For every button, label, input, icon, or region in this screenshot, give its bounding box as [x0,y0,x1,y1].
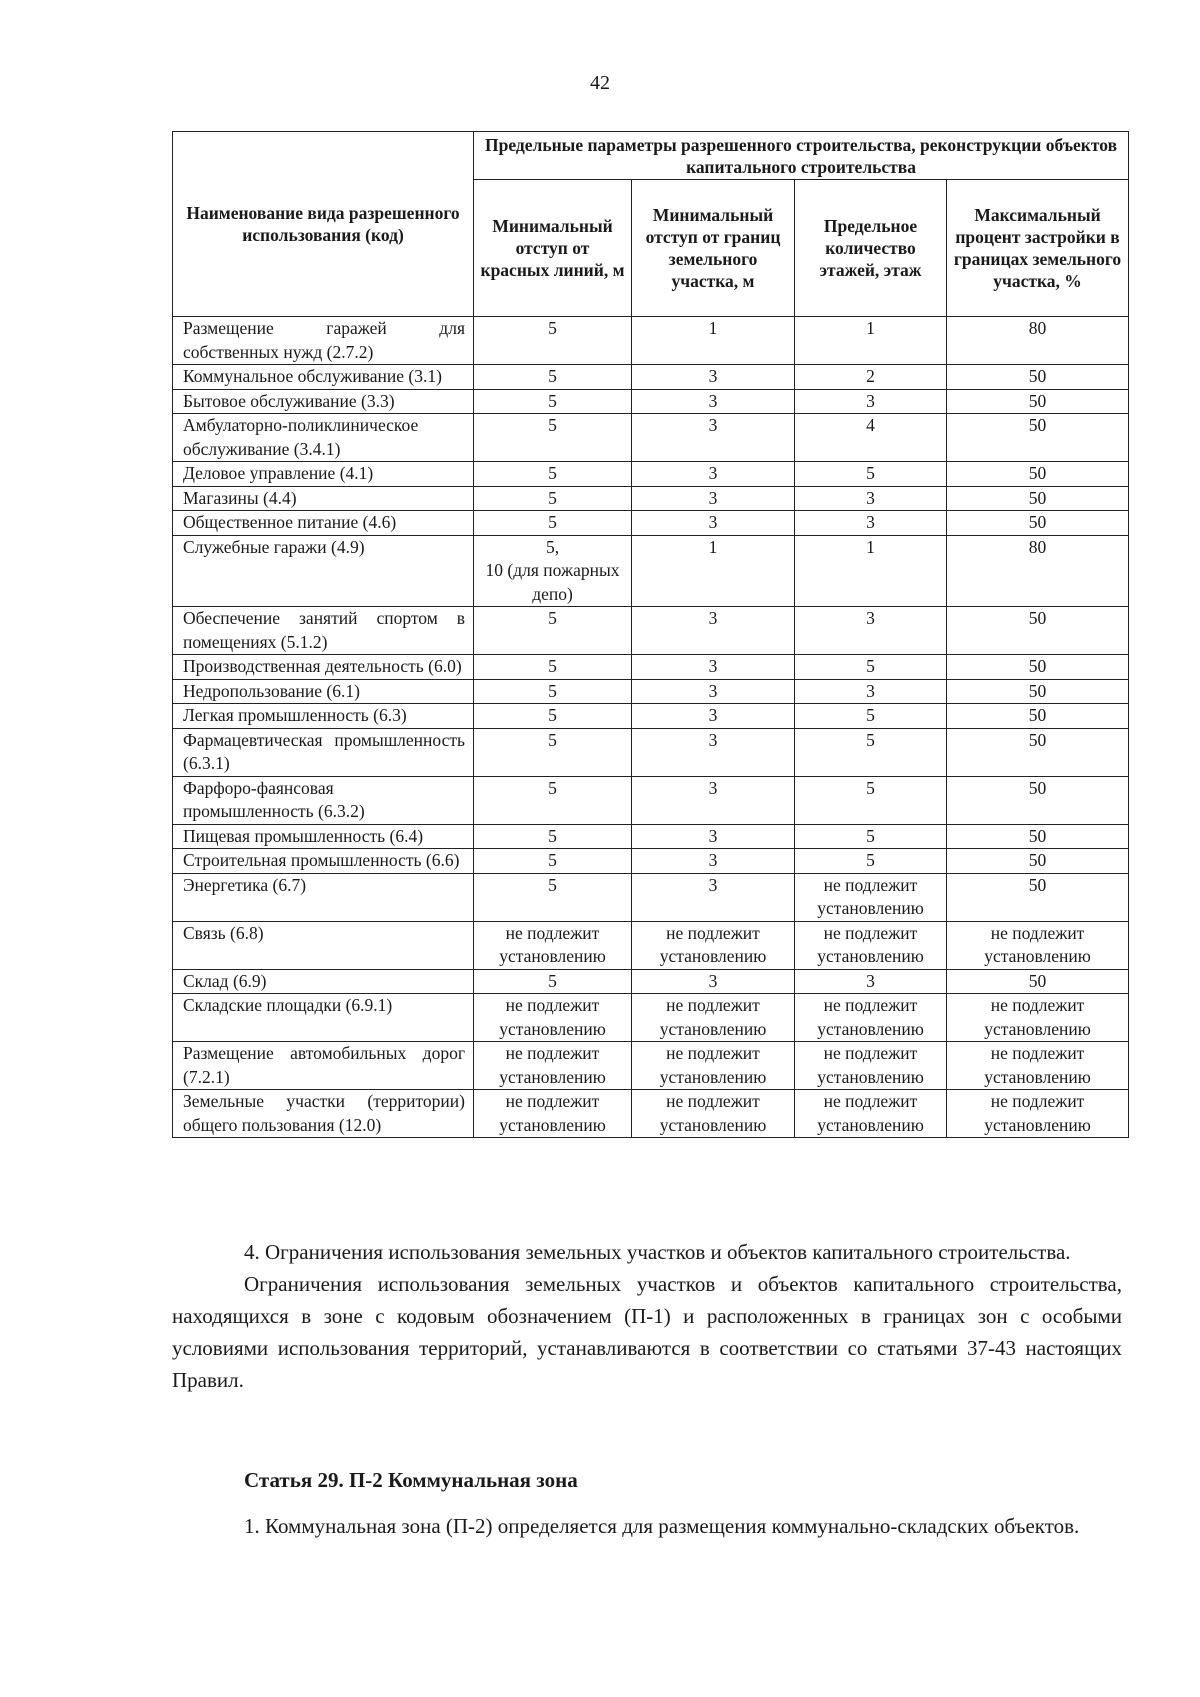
floors-cell: 4 [795,414,947,462]
plot-bounds-cell: 3 [632,414,795,462]
floors-cell: 3 [795,607,947,655]
coverage-cell: 80 [947,535,1129,607]
red-lines-cell: 5 [474,607,632,655]
table-row [173,728,1129,776]
floors-cell: 3 [795,486,947,511]
plot-bounds-cell: 3 [632,704,795,729]
table-row [173,679,1129,704]
floors-cell: не подлежит установлению [795,921,947,969]
coverage-cell: 50 [947,679,1129,704]
coverage-cell: не подлежит установлению [947,994,1129,1042]
plot-bounds-cell: 3 [632,849,795,874]
paragraph-restrictions-title: 4. Ограничения использования земельных участков и объектов капитального строительства. [244,1240,1071,1264]
coverage-cell: 50 [947,776,1129,824]
floors-cell: 5 [795,655,947,680]
row-name-cell: Энергетика (6.7) [173,873,474,921]
row-name-cell: Пищевая промышленность (6.4) [173,824,474,849]
red-lines-cell: 5 [474,317,632,365]
floors-cell: 5 [795,776,947,824]
row-name-cell: Строительная промышленность (6.6) [173,849,474,874]
red-lines-cell: 5 [474,704,632,729]
table-body [173,317,1129,1138]
row-name-cell: Производственная деятельность (6.0) [173,655,474,680]
coverage-cell: 50 [947,486,1129,511]
floors-cell: 1 [795,535,947,607]
plot-bounds-cell: 1 [632,317,795,365]
plot-bounds-cell: не подлежит установлению [632,1042,795,1090]
plot-bounds-cell: не подлежит установлению [632,1090,795,1138]
coverage-cell: 50 [947,873,1129,921]
plot-bounds-cell: 3 [632,389,795,414]
floors-cell: 1 [795,317,947,365]
row-name-cell: Общественное питание (4.6) [173,511,474,536]
row-name-cell: Амбулаторно-поликлиническое обслуживание (3.4.1) [173,414,474,462]
floors-cell: не подлежит установлению [795,1042,947,1090]
row-name-cell: Фарфоро-фаянсовая промышленность (6.3.2) [173,776,474,824]
red-lines-cell: 5 [474,679,632,704]
coverage-cell: 50 [947,824,1129,849]
table-row [173,873,1129,921]
plot-bounds-cell: 3 [632,969,795,994]
table-row [173,921,1129,969]
plot-bounds-cell: 3 [632,511,795,536]
floors-cell: 3 [795,969,947,994]
coverage-cell: 50 [947,728,1129,776]
floors-cell: 5 [795,849,947,874]
coverage-cell: 50 [947,969,1129,994]
coverage-cell: 50 [947,655,1129,680]
coverage-cell: 50 [947,389,1129,414]
table-row [173,607,1129,655]
red-lines-cell: не подлежит установлению [474,1042,632,1090]
plot-bounds-cell: 3 [632,776,795,824]
coverage-cell: 50 [947,849,1129,874]
table-row [173,511,1129,536]
table-row [173,414,1129,462]
plot-bounds-cell: 3 [632,728,795,776]
plot-bounds-cell: 3 [632,486,795,511]
page-number: 42 [590,72,610,94]
table-row [173,535,1129,607]
coverage-cell: не подлежит установлению [947,921,1129,969]
red-lines-cell: 5 [474,849,632,874]
red-lines-cell: 5 [474,511,632,536]
paragraph-restrictions-body: Ограничения использования земельных участков и объектов капитального строительства, находящихся в зоне с кодовым обозначением (П-1) и расположенных в границах зон с особыми условиями использования территорий, устанавливаются в соответствии со статьями 37-43 настоящих Правил. [172,1272,1122,1392]
row-name-cell: Магазины (4.4) [173,486,474,511]
paragraph-communal-zone: 1. Коммунальная зона (П-2) определяется для размещения коммунально-складских объектов. [244,1514,1080,1538]
col-header-plot-bounds: Минимальный отступ от границ земельного участка, м [632,180,795,317]
col-header-floors: Предельное количество этажей, этаж [795,180,947,317]
coverage-cell: 50 [947,704,1129,729]
article-heading: Статья 29. П-2 Коммунальная зона [244,1468,578,1492]
row-name-cell: Склад (6.9) [173,969,474,994]
plot-bounds-cell: 3 [632,824,795,849]
coverage-cell: 50 [947,607,1129,655]
plot-bounds-cell: 3 [632,655,795,680]
col-header-red-lines: Минимальный отступ от красных линий, м [474,180,632,317]
coverage-cell: 50 [947,414,1129,462]
row-name-cell: Недропользование (6.1) [173,679,474,704]
row-name-cell: Легкая промышленность (6.3) [173,704,474,729]
floors-cell: 2 [795,365,947,390]
floors-cell: 5 [795,824,947,849]
floors-cell: не подлежит установлению [795,1090,947,1138]
table-row [173,1042,1129,1090]
floors-cell: 5 [795,704,947,729]
floors-cell: 3 [795,511,947,536]
red-lines-cell: 5 [474,486,632,511]
red-lines-cell: 5 [474,462,632,487]
red-lines-cell: 5 [474,776,632,824]
row-name-cell: Деловое управление (4.1) [173,462,474,487]
red-lines-cell: не подлежит установлению [474,994,632,1042]
table-row [173,776,1129,824]
table-row [173,824,1129,849]
red-lines-cell: 5 [474,728,632,776]
red-lines-cell: 5 [474,824,632,849]
row-name-cell: Размещение гаражей для собственных нужд (2.7.2) [173,317,474,365]
table-row [173,849,1129,874]
floors-cell: 5 [795,462,947,487]
red-lines-cell: 5 [474,873,632,921]
col-header-name: Наименование вида разрешенного использования (код) [173,132,474,317]
row-name-cell: Размещение автомобильных дорог (7.2.1) [173,1042,474,1090]
row-name-cell: Бытовое обслуживание (3.3) [173,389,474,414]
coverage-cell: 80 [947,317,1129,365]
table-row [173,1090,1129,1138]
coverage-cell: 50 [947,365,1129,390]
floors-cell: 3 [795,679,947,704]
parameters-table [172,131,1129,1138]
red-lines-cell: 5 [474,365,632,390]
restrictions-section [172,1236,1122,1396]
coverage-cell: не подлежит установлению [947,1090,1129,1138]
plot-bounds-cell: не подлежит установлению [632,994,795,1042]
table-row [173,365,1129,390]
plot-bounds-cell: 3 [632,462,795,487]
coverage-cell: 50 [947,511,1129,536]
row-name-cell: Связь (6.8) [173,921,474,969]
table-row [173,486,1129,511]
row-name-cell: Складские площадки (6.9.1) [173,994,474,1042]
red-lines-cell: не подлежит установлению [474,1090,632,1138]
row-name-cell: Служебные гаражи (4.9) [173,535,474,607]
red-lines-cell: 5 [474,655,632,680]
table-row [173,462,1129,487]
row-name-cell: Обеспечение занятий спортом в помещениях (5.1.2) [173,607,474,655]
table-row [173,389,1129,414]
col-header-group: Предельные параметры разрешенного строительства, реконструкции объектов капитального строительства [474,132,1129,180]
table-row [173,317,1129,365]
table-row [173,704,1129,729]
plot-bounds-cell: 1 [632,535,795,607]
floors-cell: 5 [795,728,947,776]
article-body [172,1510,1122,1542]
floors-cell: 3 [795,389,947,414]
red-lines-cell: 5 [474,389,632,414]
plot-bounds-cell: не подлежит установлению [632,921,795,969]
red-lines-cell: 5 [474,414,632,462]
col-header-coverage: Максимальный процент застройки в границах земельного участка, % [947,180,1129,317]
red-lines-cell: 5 [474,969,632,994]
table-row [173,994,1129,1042]
row-name-cell: Коммунальное обслуживание (3.1) [173,365,474,390]
floors-cell: не подлежит установлению [795,994,947,1042]
row-name-cell: Земельные участки (территории) общего пользования (12.0) [173,1090,474,1138]
plot-bounds-cell: 3 [632,873,795,921]
plot-bounds-cell: 3 [632,365,795,390]
red-lines-cell: 5, 10 (для пожарных депо) [474,535,632,607]
row-name-cell: Фармацевтическая промышленность (6.3.1) [173,728,474,776]
red-lines-cell: не подлежит установлению [474,921,632,969]
floors-cell: не подлежит установлению [795,873,947,921]
plot-bounds-cell: 3 [632,607,795,655]
table-row [173,655,1129,680]
plot-bounds-cell: 3 [632,679,795,704]
table-row [173,969,1129,994]
coverage-cell: 50 [947,462,1129,487]
coverage-cell: не подлежит установлению [947,1042,1129,1090]
